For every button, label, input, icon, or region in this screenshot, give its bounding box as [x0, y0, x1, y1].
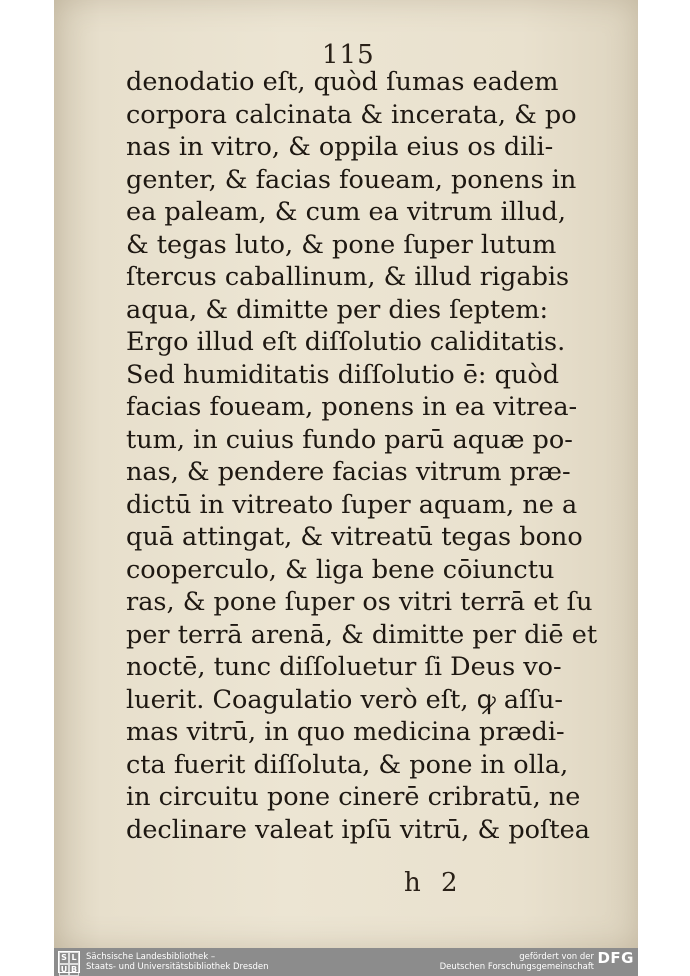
- slub-logo-letter: B: [70, 965, 78, 974]
- text-line: declinare valeat ipſū vitrū, & poſtea: [126, 814, 590, 845]
- text-line: noctē, tunc diſſoluetur ſi Deus vo-: [126, 652, 562, 682]
- text-line: corpora calcinata & incerata, & po: [126, 99, 577, 130]
- text-line: denodatio eſt, quòd ſumas eadem: [126, 67, 559, 97]
- signature-mark: h 2: [404, 868, 464, 898]
- slub-logo-letter: L: [69, 952, 79, 964]
- text-line: luerit. Coagulatio verò eſt, ꝙ aſſu-: [126, 684, 564, 715]
- slub-logo[interactable]: [58, 951, 80, 973]
- text-line: Sed humiditatis diſſolutio ē: quòd: [126, 359, 560, 390]
- text-line: aqua, & dimitte per dies ſeptem:: [126, 294, 549, 325]
- text-line: cooperculo, & liga bene cōiunctu: [126, 554, 555, 585]
- text-line: Ergo illud eſt diſſolutio caliditatis.: [126, 327, 566, 357]
- text-line: mas vitrū, in quo medicina prædi-: [126, 717, 565, 747]
- text-line: per terrā arenā, & dimitte per diē et: [126, 619, 598, 650]
- library-name-line: Sächsische Landesbibliothek –: [86, 952, 216, 962]
- text-line: facias foueam, ponens in ea vitrea-: [126, 392, 578, 422]
- library-name-line: Staats- und Universitätsbibliothek Dresden: [86, 962, 269, 972]
- text-line: ras, & pone ſuper os vitri terrā et ſu: [126, 587, 593, 617]
- page-text: [126, 66, 598, 846]
- funder-line: gefördert von der: [519, 952, 594, 962]
- text-line: ea paleam, & cum ea vitrum illud,: [126, 197, 566, 227]
- text-line: & tegas luto, & pone ſuper lutum: [126, 229, 557, 260]
- dfg-logo[interactable]: DFG: [597, 949, 634, 967]
- text-line: ſtercus caballinum, & illud rigabis: [126, 262, 570, 292]
- text-line: cta fuerit diſſoluta, & pone in olla,: [126, 749, 569, 780]
- text-line: quā attingat, & vitreatū tegas bono: [126, 522, 583, 552]
- slub-logo-letter: U: [60, 965, 68, 974]
- funder-line: Deutschen Forschungsgemeinschaft: [439, 962, 594, 972]
- footer-bar: [54, 948, 638, 976]
- text-line: dictū in vitreato ſuper aquam, ne a: [126, 489, 578, 520]
- library-name: [86, 952, 269, 972]
- text-line: genter, & facias foueam, ponens in: [126, 164, 577, 195]
- page-number: 115: [322, 40, 375, 70]
- book-page: [54, 0, 638, 948]
- funder-credit: [440, 952, 594, 972]
- text-line: in circuitu pone cinerē cribratū, ne: [126, 782, 581, 812]
- text-line: tum, in cuius fundo parū aquæ po-: [126, 424, 573, 455]
- text-line: nas in vitro, & oppila eius os dili-: [126, 132, 554, 162]
- slub-logo-letter: S: [59, 952, 69, 964]
- text-line: nas, & pendere facias vitrum præ-: [126, 457, 571, 487]
